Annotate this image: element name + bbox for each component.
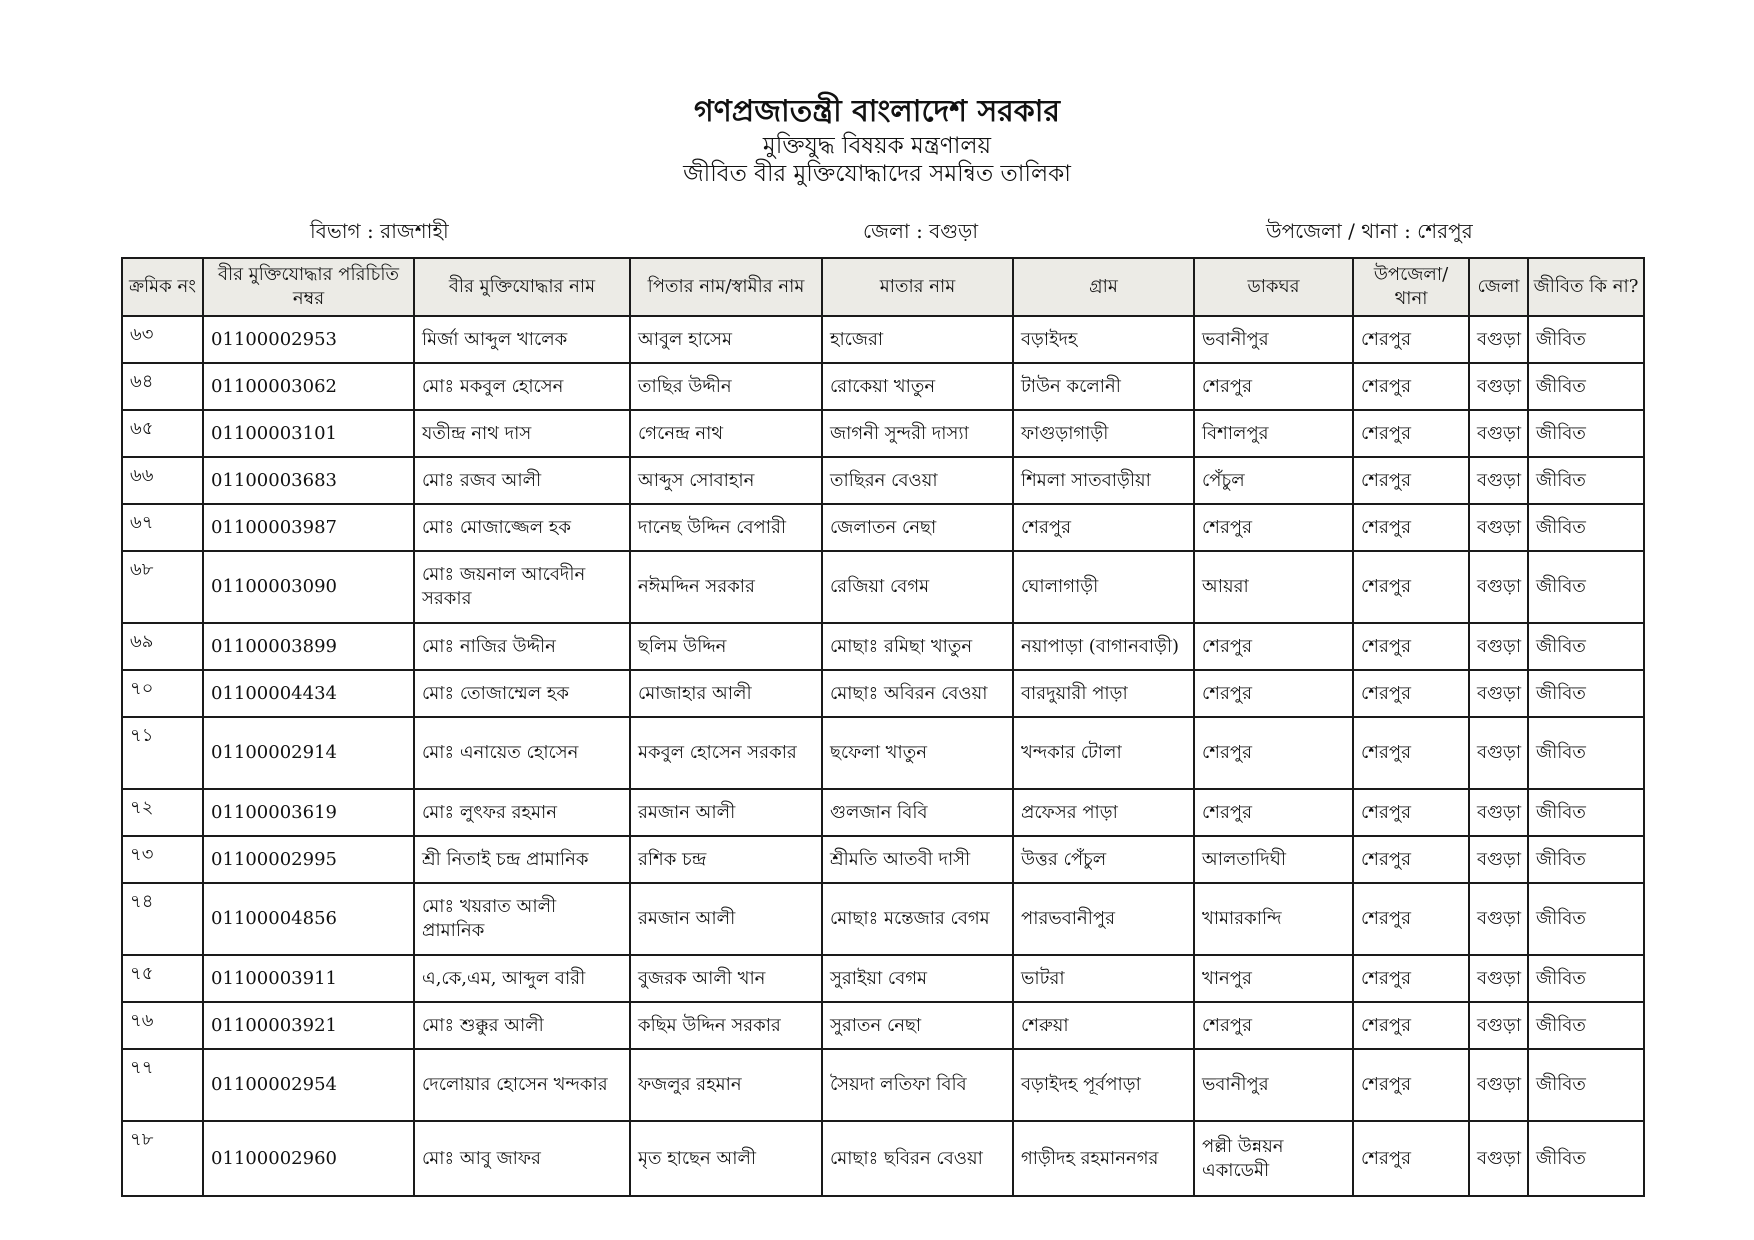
cell-district: বগুড়া [1469, 457, 1528, 504]
cell-id: 01100004856 [203, 883, 414, 955]
cell-post-office: খামারকান্দি [1194, 883, 1353, 955]
cell-upazila: শেরপুর [1353, 363, 1469, 410]
cell-id: 01100002914 [203, 717, 414, 789]
column-header-name: বীর মুক্তিযোদ্ধার নাম [414, 258, 630, 316]
cell-village: শেরপুর [1013, 504, 1194, 551]
cell-alive: জীবিত [1528, 1002, 1644, 1049]
cell-mother: মোছাঃ মন্তেজার বেগম [822, 883, 1013, 955]
table-row [122, 410, 1644, 457]
table-row [122, 717, 1644, 789]
cell-post-office: শেরপুর [1194, 363, 1353, 410]
cell-alive: জীবিত [1528, 504, 1644, 551]
cell-mother: রোকেয়া খাতুন [822, 363, 1013, 410]
cell-father: রমজান আলী [630, 789, 822, 836]
table-row [122, 504, 1644, 551]
cell-mother: মোছাঃ রমিছা খাতুন [822, 623, 1013, 670]
cell-district: বগুড়া [1469, 836, 1528, 883]
cell-alive: জীবিত [1528, 670, 1644, 717]
cell-village: উত্তর পেঁচুল [1013, 836, 1194, 883]
cell-id: 01100003683 [203, 457, 414, 504]
cell-id: 01100003987 [203, 504, 414, 551]
column-header-post-office: ডাকঘর [1194, 258, 1353, 316]
cell-alive: জীবিত [1528, 836, 1644, 883]
cell-district: বগুড়া [1469, 1121, 1528, 1196]
cell-name: মোঃ মকবুল হোসেন [414, 363, 630, 410]
cell-district: বগুড়া [1469, 410, 1528, 457]
cell-serial: ৭৬ [122, 1002, 203, 1049]
cell-name: মোঃ খয়রাত আলী প্রামানিক [414, 883, 630, 955]
cell-father: মকবুল হোসেন সরকার [630, 717, 822, 789]
cell-serial: ৭২ [122, 789, 203, 836]
cell-serial: ৭৩ [122, 836, 203, 883]
table-row [122, 789, 1644, 836]
cell-upazila: শেরপুর [1353, 457, 1469, 504]
cell-name: এ,কে,এম, আব্দুল বারী [414, 955, 630, 1002]
cell-upazila: শেরপুর [1353, 504, 1469, 551]
cell-alive: জীবিত [1528, 551, 1644, 623]
cell-district: বগুড়া [1469, 1002, 1528, 1049]
table-header-row [122, 258, 1644, 316]
cell-village: পারভবানীপুর [1013, 883, 1194, 955]
cell-name: মোঃ তোজাম্মেল হক [414, 670, 630, 717]
table-row [122, 1121, 1644, 1196]
cell-village: বড়াইদহ পূর্বপাড়া [1013, 1049, 1194, 1121]
cell-alive: জীবিত [1528, 1121, 1644, 1196]
cell-id: 01100002954 [203, 1049, 414, 1121]
cell-alive: জীবিত [1528, 955, 1644, 1002]
cell-name: মোঃ এনায়েত হোসেন [414, 717, 630, 789]
cell-serial: ৭৫ [122, 955, 203, 1002]
cell-serial: ৭৪ [122, 883, 203, 955]
cell-alive: জীবিত [1528, 457, 1644, 504]
cell-serial: ৭১ [122, 717, 203, 789]
cell-serial: ৬৯ [122, 623, 203, 670]
cell-mother: মোছাঃ অবিরন বেওয়া [822, 670, 1013, 717]
cell-district: বগুড়া [1469, 955, 1528, 1002]
column-header-upazila: উপজেলা/থানা [1353, 258, 1469, 316]
cell-mother: গুলজান বিবি [822, 789, 1013, 836]
table-row [122, 883, 1644, 955]
table-row [122, 1049, 1644, 1121]
cell-father: নঈমদ্দিন সরকার [630, 551, 822, 623]
cell-father: রশিক চন্দ্র [630, 836, 822, 883]
cell-serial: ৬৪ [122, 363, 203, 410]
cell-post-office: শেরপুর [1194, 504, 1353, 551]
cell-village: ফাগুড়াগাড়ী [1013, 410, 1194, 457]
table-row [122, 1002, 1644, 1049]
cell-father: রমজান আলী [630, 883, 822, 955]
cell-upazila: শেরপুর [1353, 717, 1469, 789]
cell-alive: জীবিত [1528, 1049, 1644, 1121]
cell-alive: জীবিত [1528, 789, 1644, 836]
column-header-id: বীর মুক্তিযোদ্ধার পরিচিতি নম্বর [203, 258, 414, 316]
column-header-alive: জীবিত কি না? [1528, 258, 1644, 316]
cell-mother: জেলাতন নেছা [822, 504, 1013, 551]
cell-name: মোঃ মোজাজ্জেল হক [414, 504, 630, 551]
cell-district: বগুড়া [1469, 883, 1528, 955]
column-header-district: জেলা [1469, 258, 1528, 316]
cell-serial: ৭০ [122, 670, 203, 717]
cell-id: 01100003101 [203, 410, 414, 457]
cell-name: মির্জা আব্দুল খালেক [414, 316, 630, 363]
cell-upazila: শেরপুর [1353, 836, 1469, 883]
cell-district: বগুড়া [1469, 504, 1528, 551]
cell-id: 01100003062 [203, 363, 414, 410]
cell-post-office: খানপুর [1194, 955, 1353, 1002]
cell-serial: ৬৩ [122, 316, 203, 363]
cell-id: 01100003911 [203, 955, 414, 1002]
cell-district: বগুড়া [1469, 1049, 1528, 1121]
cell-serial: ৬৭ [122, 504, 203, 551]
cell-father: আব্দুস সোবাহান [630, 457, 822, 504]
cell-upazila: শেরপুর [1353, 316, 1469, 363]
cell-upazila: শেরপুর [1353, 1049, 1469, 1121]
cell-father: বুজরক আলী খান [630, 955, 822, 1002]
cell-id: 01100003899 [203, 623, 414, 670]
cell-post-office: শেরপুর [1194, 623, 1353, 670]
ministry-title: মুক্তিযুদ্ধ বিষয়ক মন্ত্রণালয় [762, 133, 992, 159]
cell-mother: ছফেলা খাতুন [822, 717, 1013, 789]
cell-name: মোঃ আবু জাফর [414, 1121, 630, 1196]
cell-upazila: শেরপুর [1353, 410, 1469, 457]
cell-serial: ৬৫ [122, 410, 203, 457]
cell-mother: হাজেরা [822, 316, 1013, 363]
cell-village: ঘোলাগাড়ী [1013, 551, 1194, 623]
cell-village: ভাটরা [1013, 955, 1194, 1002]
cell-name: মোঃ জয়নাল আবেদীন সরকার [414, 551, 630, 623]
cell-id: 01100002960 [203, 1121, 414, 1196]
cell-post-office: আলতাদিঘী [1194, 836, 1353, 883]
cell-upazila: শেরপুর [1353, 623, 1469, 670]
cell-father: ছলিম উদ্দিন [630, 623, 822, 670]
cell-post-office: শেরপুর [1194, 789, 1353, 836]
cell-district: বগুড়া [1469, 623, 1528, 670]
cell-father: কছিম উদ্দিন সরকার [630, 1002, 822, 1049]
cell-id: 01100003090 [203, 551, 414, 623]
table-row [122, 457, 1644, 504]
cell-village: বড়াইদহ [1013, 316, 1194, 363]
cell-mother: মোছাঃ ছবিরন বেওয়া [822, 1121, 1013, 1196]
cell-serial: ৭৭ [122, 1049, 203, 1121]
cell-father: মোজাহার আলী [630, 670, 822, 717]
cell-post-office: পেঁচুল [1194, 457, 1353, 504]
column-header-serial: ক্রমিক নং [122, 258, 203, 316]
cell-father: আবুল হাসেম [630, 316, 822, 363]
table-row [122, 836, 1644, 883]
column-header-mother: মাতার নাম [822, 258, 1013, 316]
cell-name: মোঃ নাজির উদ্দীন [414, 623, 630, 670]
cell-alive: জীবিত [1528, 623, 1644, 670]
cell-mother: রেজিয়া বেগম [822, 551, 1013, 623]
table-row [122, 363, 1644, 410]
cell-upazila: শেরপুর [1353, 670, 1469, 717]
cell-upazila: শেরপুর [1353, 883, 1469, 955]
cell-serial: ৬৮ [122, 551, 203, 623]
cell-post-office: ভবানীপুর [1194, 1049, 1353, 1121]
district-label: জেলা : বগুড়া [863, 219, 979, 243]
cell-name: শ্রী নিতাই চন্দ্র প্রামানিক [414, 836, 630, 883]
cell-upazila: শেরপুর [1353, 1002, 1469, 1049]
cell-father: গেনেন্দ্র নাথ [630, 410, 822, 457]
cell-district: বগুড়া [1469, 363, 1528, 410]
cell-post-office: আয়রা [1194, 551, 1353, 623]
cell-father: তাছির উদ্দীন [630, 363, 822, 410]
cell-upazila: শেরপুর [1353, 1121, 1469, 1196]
cell-name: মোঃ শুক্কুর আলী [414, 1002, 630, 1049]
cell-upazila: শেরপুর [1353, 955, 1469, 1002]
document-header [0, 92, 1754, 188]
cell-post-office: পল্লী উন্নয়ন একাডেমী [1194, 1121, 1353, 1196]
column-header-father: পিতার নাম/স্বামীর নাম [630, 258, 822, 316]
cell-post-office: শেরপুর [1194, 670, 1353, 717]
upazila-label: উপজেলা / থানা : শেরপুর [1266, 219, 1473, 243]
cell-village: শেরুয়া [1013, 1002, 1194, 1049]
cell-post-office: শেরপুর [1194, 1002, 1353, 1049]
government-title: গণপ্রজাতন্ত্রী বাংলাদেশ সরকার [694, 94, 1060, 129]
cell-id: 01100002995 [203, 836, 414, 883]
table-row [122, 316, 1644, 363]
cell-upazila: শেরপুর [1353, 789, 1469, 836]
cell-alive: জীবিত [1528, 410, 1644, 457]
cell-mother: তাছিরন বেওয়া [822, 457, 1013, 504]
cell-district: বগুড়া [1469, 670, 1528, 717]
cell-alive: জীবিত [1528, 717, 1644, 789]
cell-id: 01100002953 [203, 316, 414, 363]
cell-mother: সুরাতন নেছা [822, 1002, 1013, 1049]
cell-village: নয়াপাড়া (বাগানবাড়ী) [1013, 623, 1194, 670]
cell-serial: ৬৬ [122, 457, 203, 504]
cell-district: বগুড়া [1469, 789, 1528, 836]
cell-id: 01100003921 [203, 1002, 414, 1049]
cell-father: ফজলুর রহমান [630, 1049, 822, 1121]
cell-mother: সৈয়দা লতিফা বিবি [822, 1049, 1013, 1121]
cell-district: বগুড়া [1469, 717, 1528, 789]
cell-father: মৃত হাছেন আলী [630, 1121, 822, 1196]
cell-post-office: শেরপুর [1194, 717, 1353, 789]
cell-village: প্রফেসর পাড়া [1013, 789, 1194, 836]
cell-village: শিমলা সাতবাড়ীয়া [1013, 457, 1194, 504]
cell-name: মোঃ লুৎফর রহমান [414, 789, 630, 836]
cell-name: দেলোয়ার হোসেন খন্দকার [414, 1049, 630, 1121]
cell-alive: জীবিত [1528, 316, 1644, 363]
cell-name: যতীন্দ্র নাথ দাস [414, 410, 630, 457]
cell-village: খন্দকার টোলা [1013, 717, 1194, 789]
cell-alive: জীবিত [1528, 363, 1644, 410]
list-title: জীবিত বীর মুক্তিযোদ্ধাদের সমন্বিত তালিকা [683, 161, 1071, 187]
cell-village: বারদুয়ারী পাড়া [1013, 670, 1194, 717]
cell-father: দানেছ উদ্দিন বেপারী [630, 504, 822, 551]
cell-village: গাড়ীদহ রহমাননগর [1013, 1121, 1194, 1196]
table-row [122, 551, 1644, 623]
cell-mother: সুরাইয়া বেগম [822, 955, 1013, 1002]
cell-id: 01100004434 [203, 670, 414, 717]
cell-name: মোঃ রজব আলী [414, 457, 630, 504]
cell-upazila: শেরপুর [1353, 551, 1469, 623]
freedom-fighters-table [121, 257, 1645, 1197]
cell-id: 01100003619 [203, 789, 414, 836]
table-row [122, 670, 1644, 717]
cell-post-office: বিশালপুর [1194, 410, 1353, 457]
cell-district: বগুড়া [1469, 316, 1528, 363]
table-row [122, 623, 1644, 670]
table-row [122, 955, 1644, 1002]
cell-serial: ৭৮ [122, 1121, 203, 1196]
cell-post-office: ভবানীপুর [1194, 316, 1353, 363]
cell-village: টাউন কলোনী [1013, 363, 1194, 410]
cell-district: বগুড়া [1469, 551, 1528, 623]
cell-alive: জীবিত [1528, 883, 1644, 955]
division-label: বিভাগ : রাজশাহী [310, 219, 449, 243]
column-header-village: গ্রাম [1013, 258, 1194, 316]
cell-mother: শ্রীমতি আতবী দাসী [822, 836, 1013, 883]
cell-mother: জাগনী সুন্দরী দাস্যা [822, 410, 1013, 457]
